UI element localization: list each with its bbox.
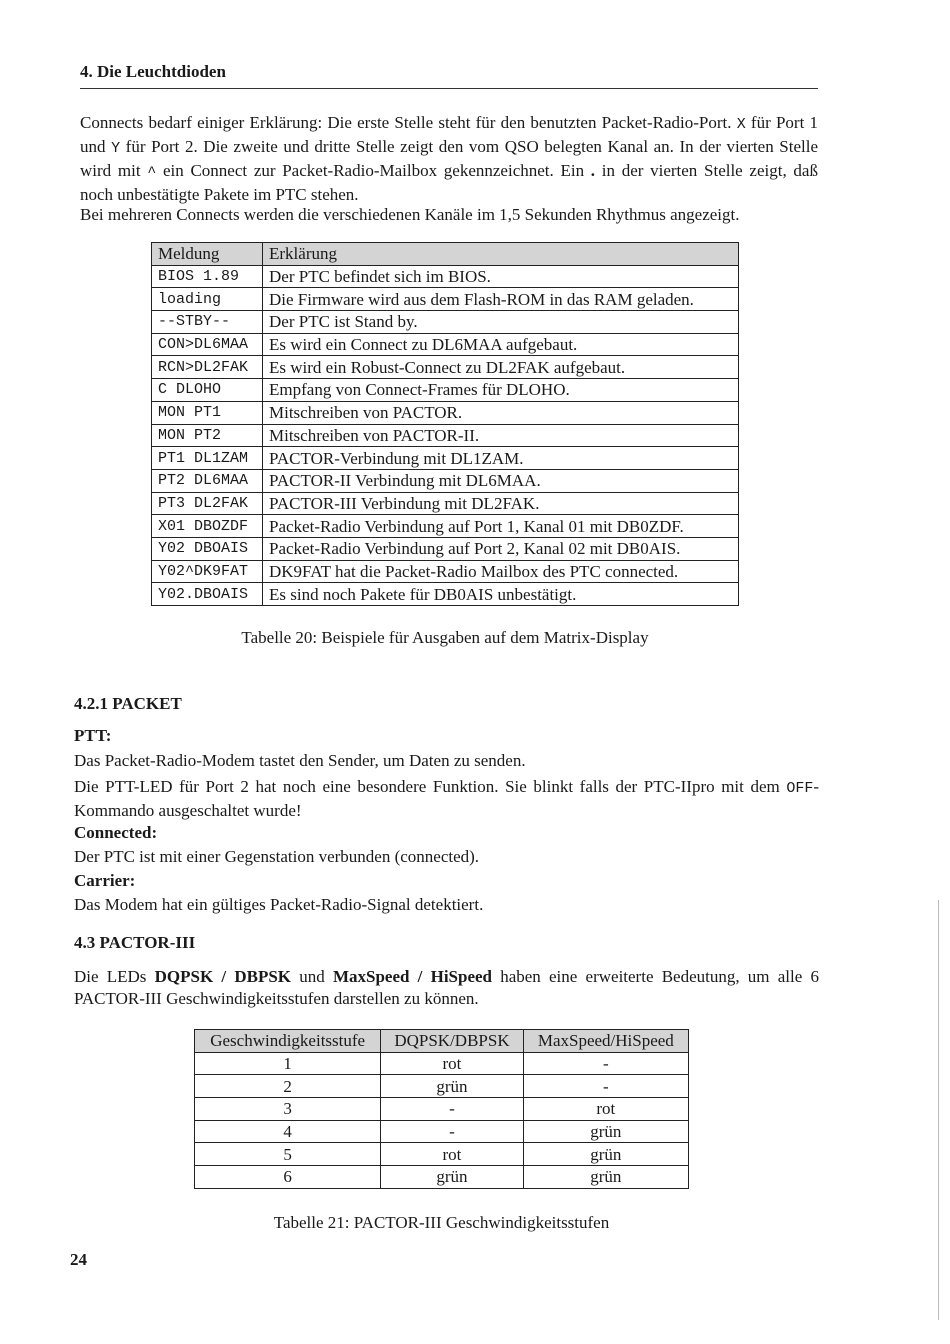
stufe-cell: 3 bbox=[195, 1098, 381, 1121]
erklaerung-cell: Packet-Radio Verbindung auf Port 1, Kanal 01 mit DB0ZDF. bbox=[263, 515, 739, 538]
erklaerung-cell: PACTOR-Verbindung mit DL1ZAM. bbox=[263, 447, 739, 470]
caret-code: ^ bbox=[147, 164, 157, 181]
meldung-cell: PT1 DL1ZAM bbox=[152, 447, 263, 470]
stufe-cell: 5 bbox=[195, 1143, 381, 1166]
table-row bbox=[152, 583, 739, 606]
intro-text: für Port 1 und bbox=[80, 113, 818, 156]
meldung-cell: PT2 DL6MAA bbox=[152, 469, 263, 492]
table-matrix-display bbox=[151, 242, 739, 606]
section-heading-pactor-iii: 4.3 PACTOR-III bbox=[74, 933, 196, 952]
meldung-cell: MON PT2 bbox=[152, 424, 263, 447]
page-number: 24 bbox=[70, 1250, 87, 1269]
meldung-cell: MON PT1 bbox=[152, 401, 263, 424]
erklaerung-cell: Mitschreiben von PACTOR-II. bbox=[263, 424, 739, 447]
table-header-row bbox=[152, 243, 739, 266]
erklaerung-cell: Es wird ein Connect zu DL6MAA aufgebaut. bbox=[263, 333, 739, 356]
erklaerung-cell: Der PTC ist Stand by. bbox=[263, 311, 739, 334]
meldung-cell: Y02^DK9FAT bbox=[152, 560, 263, 583]
dqpsk-cell: - bbox=[381, 1098, 523, 1121]
intro-text: Connects bedarf einiger Erklärung: Die erste Stelle steht für den benutzten Packet-Radio-Port. bbox=[80, 113, 737, 132]
erklaerung-cell: Es wird ein Robust-Connect zu DL2FAK aufgebaut. bbox=[263, 356, 739, 379]
table-row bbox=[152, 333, 739, 356]
meldung-cell: loading bbox=[152, 288, 263, 311]
table-row bbox=[152, 492, 739, 515]
stufe-cell: 6 bbox=[195, 1166, 381, 1189]
carrier-label: Carrier: bbox=[74, 871, 136, 890]
led-name-dqpsk: DQPSK / DBPSK bbox=[154, 967, 292, 986]
table-row bbox=[152, 515, 739, 538]
column-header-meldung: Meldung bbox=[152, 243, 263, 266]
intro-paragraph bbox=[80, 112, 818, 206]
table-row bbox=[152, 424, 739, 447]
intro-text: für Port 2. Die zweite und dritte Stelle zeigt den vom QSO belegten Kanal an. In der vierten Stelle wird mit bbox=[80, 137, 818, 180]
column-header-erklaerung: Erklärung bbox=[263, 243, 739, 266]
table-row bbox=[152, 469, 739, 492]
ptt-text: Das Packet-Radio-Modem tastet den Sender, um Daten zu senden. bbox=[74, 751, 526, 770]
chapter-header: 4. Die Leuchtdioden bbox=[80, 62, 818, 89]
port-y-code: Y bbox=[111, 140, 121, 157]
table-row bbox=[195, 1166, 689, 1189]
pactor-text: und bbox=[291, 967, 333, 986]
maxspeed-cell: grün bbox=[523, 1143, 688, 1166]
dqpsk-cell: grün bbox=[381, 1075, 523, 1098]
off-command-code: OFF bbox=[786, 780, 814, 797]
stufe-cell: 2 bbox=[195, 1075, 381, 1098]
meldung-cell: Y02.DBOAIS bbox=[152, 583, 263, 606]
erklaerung-cell: DK9FAT hat die Packet-Radio Mailbox des PTC connected. bbox=[263, 560, 739, 583]
meldung-cell: RCN>DL2FAK bbox=[152, 356, 263, 379]
ptt-led-text: -Kommando ausgeschaltet wurde! bbox=[74, 777, 819, 820]
table-row bbox=[152, 447, 739, 470]
maxspeed-cell: - bbox=[523, 1075, 688, 1098]
erklaerung-cell: Empfang von Connect-Frames für DLOHO. bbox=[263, 379, 739, 402]
connected-text: Der PTC ist mit einer Gegenstation verbunden (connected). bbox=[74, 847, 480, 866]
table-header-row bbox=[195, 1030, 689, 1053]
port-x-code: X bbox=[736, 116, 746, 133]
table-row bbox=[195, 1120, 689, 1143]
maxspeed-cell: grün bbox=[523, 1120, 688, 1143]
table-row bbox=[152, 401, 739, 424]
table-20-caption: Tabelle 20: Beispiele für Ausgaben auf dem Matrix-Display bbox=[241, 628, 649, 647]
connected-label: Connected: bbox=[74, 823, 158, 842]
dot-code: . bbox=[590, 161, 596, 180]
meldung-cell: CON>DL6MAA bbox=[152, 333, 263, 356]
erklaerung-cell: PACTOR-II Verbindung mit DL6MAA. bbox=[263, 469, 739, 492]
table-row bbox=[195, 1052, 689, 1075]
ptt-led-text: Die PTT-LED für Port 2 hat noch eine besondere Funktion. Sie blinkt falls der PTC-IIpro mit dem bbox=[74, 777, 787, 796]
led-name-maxspeed: MaxSpeed / HiSpeed bbox=[332, 967, 492, 986]
rhythm-paragraph: Bei mehreren Connects werden die verschiedenen Kanäle im 1,5 Sekunden Rhythmus angezeigt. bbox=[80, 205, 740, 224]
meldung-cell: BIOS 1.89 bbox=[152, 265, 263, 288]
table-row bbox=[195, 1098, 689, 1121]
dqpsk-cell: - bbox=[381, 1120, 523, 1143]
column-header-dqpsk: DQPSK/DBPSK bbox=[381, 1030, 523, 1053]
table-row bbox=[152, 560, 739, 583]
table-row bbox=[152, 379, 739, 402]
pactor-text: Die LEDs bbox=[74, 967, 155, 986]
intro-text: ein Connect zur Packet-Radio-Mailbox gekennzeichnet. Ein bbox=[156, 161, 591, 180]
intro-text: in der vierten Stelle zeigt, daß noch unbestätigte Pakete im PTC stehen. bbox=[80, 161, 818, 204]
ptt-led-paragraph bbox=[74, 776, 819, 822]
pactor-paragraph bbox=[74, 966, 819, 1010]
meldung-cell: --STBY-- bbox=[152, 311, 263, 334]
dqpsk-cell: rot bbox=[381, 1143, 523, 1166]
erklaerung-cell: Die Firmware wird aus dem Flash-ROM in das RAM geladen. bbox=[263, 288, 739, 311]
stufe-cell: 1 bbox=[195, 1052, 381, 1075]
table-row bbox=[195, 1075, 689, 1098]
table-21-caption: Tabelle 21: PACTOR-III Geschwindigkeitsstufen bbox=[273, 1213, 610, 1232]
dqpsk-cell: grün bbox=[381, 1166, 523, 1189]
table-row bbox=[152, 311, 739, 334]
table-row bbox=[152, 288, 739, 311]
maxspeed-cell: grün bbox=[523, 1166, 688, 1189]
erklaerung-cell: Packet-Radio Verbindung auf Port 2, Kanal 02 mit DB0AIS. bbox=[263, 537, 739, 560]
meldung-cell: X01 DBOZDF bbox=[152, 515, 263, 538]
meldung-cell: C DLOHO bbox=[152, 379, 263, 402]
section-heading-packet: 4.2.1 PACKET bbox=[74, 694, 182, 713]
table-row bbox=[195, 1143, 689, 1166]
table-row bbox=[152, 265, 739, 288]
table-pactor-speeds bbox=[194, 1029, 689, 1189]
meldung-cell: PT3 DL2FAK bbox=[152, 492, 263, 515]
table-row bbox=[152, 356, 739, 379]
erklaerung-cell: Der PTC befindet sich im BIOS. bbox=[263, 265, 739, 288]
column-header-stufe: Geschwindigkeitsstufe bbox=[195, 1030, 381, 1053]
maxspeed-cell: - bbox=[523, 1052, 688, 1075]
scan-edge-line bbox=[938, 900, 939, 1320]
dqpsk-cell: rot bbox=[381, 1052, 523, 1075]
erklaerung-cell: PACTOR-III Verbindung mit DL2FAK. bbox=[263, 492, 739, 515]
ptt-label: PTT: bbox=[74, 726, 112, 745]
pactor-text: haben eine erweiterte Bedeutung, um alle 6 PACTOR-III Geschwindigkeitsstufen darstellen zu können. bbox=[74, 967, 819, 1008]
table-row bbox=[152, 537, 739, 560]
carrier-text: Das Modem hat ein gültiges Packet-Radio-Signal detektiert. bbox=[74, 895, 484, 914]
maxspeed-cell: rot bbox=[523, 1098, 688, 1121]
erklaerung-cell: Es sind noch Pakete für DB0AIS unbestätigt. bbox=[263, 583, 739, 606]
stufe-cell: 4 bbox=[195, 1120, 381, 1143]
column-header-maxspeed: MaxSpeed/HiSpeed bbox=[523, 1030, 688, 1053]
meldung-cell: Y02 DBOAIS bbox=[152, 537, 263, 560]
erklaerung-cell: Mitschreiben von PACTOR. bbox=[263, 401, 739, 424]
